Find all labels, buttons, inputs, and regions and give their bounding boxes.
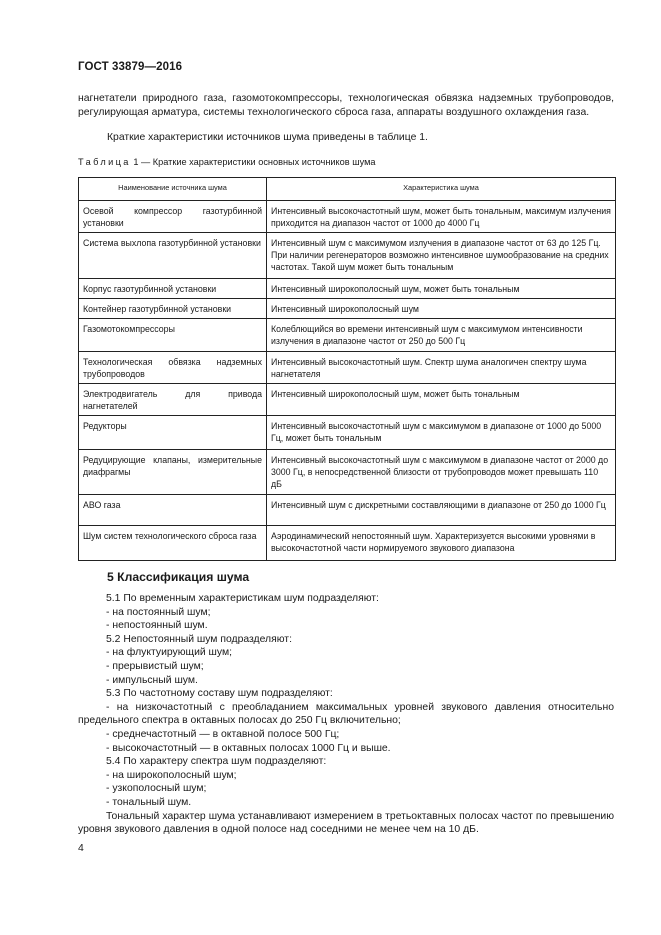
source-cell: Система выхлопа газотурбинной установки [79, 233, 267, 279]
source-cell: Редукторы [79, 416, 267, 450]
table-row [79, 299, 616, 319]
noise-sources-table [78, 177, 616, 561]
clause-line: - на широкополосный шум; [106, 769, 237, 781]
characteristic-cell: Интенсивный высокочастотный шум. Спектр шума аналогичен спектру шума нагнетателя [267, 352, 616, 384]
clause-line: - тональный шум. [106, 796, 192, 808]
source-cell: Корпус газотурбинной установки [79, 279, 267, 299]
section-5-title: 5 Классификация шума [107, 570, 250, 584]
clause-line: 5.3 По частотному составу шум подразделяют: [106, 688, 333, 700]
clause-line: - непостоянный шум. [106, 620, 208, 632]
characteristic-cell: Интенсивный высокочастотный шум, может быть тональным, максимум излучения приходится на диапазон частот от 1000 до 4000 Гц [267, 201, 616, 233]
column-header-characteristic: Характеристика шума [267, 178, 616, 201]
clause-line: - на постоянный шум; [106, 606, 211, 618]
characteristic-cell: Интенсивный широкополосный шум, может быть тональным [267, 384, 616, 416]
clause-line: - на флуктуирующий шум; [106, 647, 233, 659]
table-reference-sentence: Краткие характеристики источников шума приведены в таблице 1. [107, 132, 428, 143]
clause-line: 5.4 По характеру спектра шум подразделяют: [106, 756, 327, 768]
table-row [79, 416, 616, 450]
table-row [79, 201, 616, 233]
clause-line: - высокочастотный — в октавных полосах 1000 Гц и выше. [106, 742, 391, 754]
section-5-body [78, 592, 614, 837]
clause-line: 5.1 По временным характеристикам шум подразделяют: [106, 593, 379, 604]
characteristic-cell: Интенсивный шум с максимумом излучения в диапазоне частот от 63 до 125 Гц. При наличии регенераторов возможно интенсивное шумообразование на средних частотах. Такой шум может быть тональным [267, 233, 616, 279]
source-cell: Контейнер газотурбинной установки [79, 299, 267, 319]
source-cell: АВО газа [79, 495, 267, 526]
source-cell: Редуцирующие клапаны, измерительные диафрагмы [79, 450, 267, 495]
document-header: ГОСТ 33879—2016 [78, 61, 183, 73]
clause-line: 5.2 Непостоянный шум подразделяют: [106, 633, 292, 645]
characteristic-cell: Интенсивный широкополосный шум [267, 299, 616, 319]
characteristic-cell: Колеблющийся во времени интенсивный шум с максимумом интенсивности излучения в диапазоне частот от 250 до 500 Гц [267, 319, 616, 352]
page-number: 4 [78, 843, 84, 854]
source-cell: Шум систем технологического сброса газа [79, 526, 267, 561]
clause-line: - узкополосный шум; [106, 783, 207, 795]
characteristic-cell: Интенсивный шум с дискретными составляющими в диапазоне от 250 до 1000 Гц [267, 495, 616, 526]
characteristic-cell: Аэродинамический непостоянный шум. Характеризуется высокими уровнями в высокочастотной части нормируемого звукового диапазона [267, 526, 616, 561]
table-row [79, 233, 616, 279]
clause-long-item: - на низкочастотный с преобладанием максимальных уровней звукового давления относительно предельного спектра в октавных полосах до 250 Гц включительно; [78, 701, 614, 727]
clause-line: - среднечастотный — в октавной полосе 500 Гц; [106, 728, 340, 740]
characteristic-cell: Интенсивный высокочастотный шум с максимумом в диапазоне от 1000 до 5000 Гц, может быть тональным [267, 416, 616, 450]
table-caption-text: 1 — Краткие характеристики основных источников шума [133, 157, 376, 167]
table-row [79, 352, 616, 384]
source-cell: Электродвигатель для привода нагнетателей [79, 384, 267, 416]
table-row [79, 319, 616, 352]
characteristic-cell: Интенсивный высокочастотный шум с максимумом в диапазоне частот от 2000 до 3000 Гц, в непосредственной близости от трубопроводов может превышать 110 дБ [267, 450, 616, 495]
source-cell: Технологическая обвязка надземных трубопроводов [79, 352, 267, 384]
intro-paragraph: нагнетатели природного газа, газомотокомпрессоры, технологическая обвязка надземных трубопроводов, регулирующая арматура, системы технологического сброса газа, аппараты воздушного охлаждения газа. [78, 93, 614, 118]
table-row [79, 526, 616, 561]
table-row [79, 279, 616, 299]
source-cell: Осевой компрессор газотурбинной установки [79, 201, 267, 233]
table-caption [78, 157, 376, 167]
source-cell: Газомотокомпрессоры [79, 319, 267, 352]
column-header-source: Наименование источника шума [79, 178, 267, 201]
table-row [79, 450, 616, 495]
clause-line: - прерывистый шум; [106, 660, 204, 672]
characteristic-cell: Интенсивный широкополосный шум, может быть тональным [267, 279, 616, 299]
clause-final-paragraph: Тональный характер шума устанавливают измерением в третьоктавных полосах частот по превышению уровня звукового давления в одной полосе над соседними не менее чем на 10 дБ. [78, 810, 614, 836]
table-row [79, 495, 616, 526]
clause-line: - импульсный шум. [106, 674, 198, 686]
table-caption-label: Таблица [78, 157, 131, 167]
table-row [79, 384, 616, 416]
